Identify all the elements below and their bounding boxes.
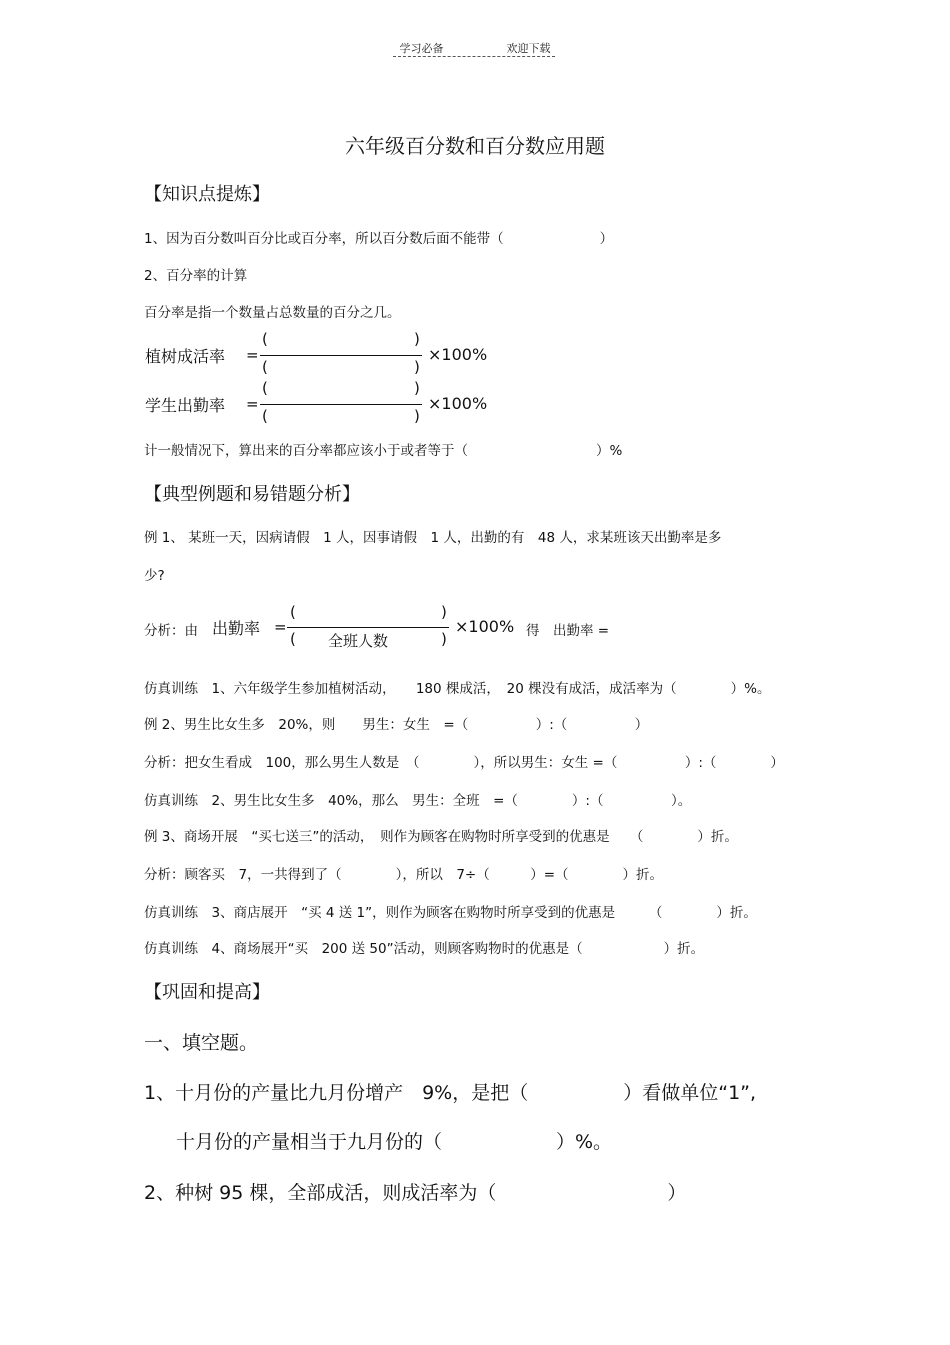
- knowledge-item-2: 2、百分率的计算: [144, 268, 248, 284]
- formula-2-eq: =: [246, 395, 259, 413]
- formula-1-num-open: (: [262, 330, 268, 348]
- formula-1-eq: =: [246, 346, 259, 364]
- analysis-denominator: 全班人数: [328, 632, 389, 650]
- section-knowledge-heading: 【知识点提炼】: [144, 184, 270, 205]
- part-1-heading: 一、填空题。: [144, 1032, 259, 1054]
- knowledge-item-1-text: 1、因为百分数叫百分比或百分率，所以百分数后面不能带（: [144, 231, 504, 247]
- analysis-term: 出勤率: [212, 619, 261, 638]
- example-2-analysis: 分析：把女生看成 100，那么男生人数是 （ ），所以男生：女生 =（ ）:（ ）: [144, 755, 784, 771]
- formula-2-label: 学生出勤率: [145, 396, 226, 415]
- formula-2-times-100: ×100%: [428, 394, 488, 413]
- knowledge-item-1: [144, 227, 613, 247]
- formula-2-num-close: ): [414, 379, 420, 397]
- formula-1-times-100: ×100%: [428, 345, 488, 364]
- formula-2-den-open: (: [262, 407, 268, 425]
- analysis-eq: =: [274, 618, 287, 636]
- example-1-line-2: 少?: [144, 568, 165, 584]
- example-3: 例 3、商场开展 “买七送三”的活动， 则作为顾客在购物时所享受到的优惠是 （ ）折。: [144, 829, 738, 845]
- knowledge-note-text: 计一般情况下，算出来的百分率都应该小于或者等于（: [144, 443, 468, 459]
- knowledge-note-close: ）%: [596, 443, 623, 459]
- formula-2-fraction-bar: [260, 404, 422, 405]
- analysis-num-close: ): [441, 603, 447, 621]
- question-2: 2、种树 95 棵，全部成活，则成活率为（ ）: [144, 1182, 687, 1204]
- example-1-line-1: 例 1、 某班一天，因病请假 1 人，因事请假 1 人，出勤的有 48 人，求某班该天出勤率是多: [144, 530, 722, 546]
- drill-3: 仿真训练 3、商店展开 “买 4 送 1”，则作为顾客在购物时所享受到的优惠是 （ ）折。: [144, 905, 757, 921]
- analysis-fraction-bar: [287, 627, 449, 628]
- analysis-times-100: ×100%: [455, 617, 515, 636]
- section-consolidate-heading: 【巩固和提高】: [144, 982, 270, 1003]
- page-title: 六年级百分数和百分数应用题: [345, 134, 605, 158]
- example-3-analysis: 分析：顾客买 7，一共得到了（ ），所以 7÷（ ）=（ ）折。: [144, 867, 664, 883]
- example-2: 例 2、男生比女生多 20%，则 男生：女生 =（ ）:（ ）: [144, 717, 649, 733]
- knowledge-item-1-close: ）: [599, 231, 614, 247]
- analysis-num-open: (: [290, 603, 296, 621]
- question-1-line-2: 十月份的产量相当于九月份的（ ）%。: [176, 1131, 613, 1153]
- formula-2-num-open: (: [262, 379, 268, 397]
- formula-1-den-close: ): [414, 358, 420, 376]
- analysis-get: 得 出勤率 =: [526, 623, 610, 639]
- formula-2-den-close: ): [414, 407, 420, 425]
- analysis-den-open: (: [290, 630, 296, 648]
- formula-1-den-open: (: [262, 358, 268, 376]
- drill-4: 仿真训练 4、商场展开“买 200 送 50”活动，则顾客购物时的优惠是（ ）折。: [144, 941, 705, 957]
- analysis-prefix: 分析：由: [144, 623, 198, 639]
- knowledge-note: [144, 439, 622, 459]
- header-right: 欢迎下载: [506, 42, 551, 55]
- header-underline: [393, 56, 555, 57]
- section-examples-heading: 【典型例题和易错题分析】: [144, 484, 360, 505]
- drill-1: 仿真训练 1、六年级学生参加植树活动， 180 棵成活， 20 棵没有成活，成活率为（ ）%。: [144, 681, 771, 697]
- question-1-line-1: 1、十月份的产量比九月份增产 9%，是把（ ）看做单位“1”,: [144, 1082, 757, 1104]
- drill-2: 仿真训练 2、男生比女生多 40%，那么 男生：全班 =（ ）:（ ）。: [144, 793, 692, 809]
- header-left: 学习必备: [399, 42, 444, 55]
- page-header: [0, 40, 950, 56]
- formula-1-label: 植树成活率: [145, 347, 226, 366]
- formula-1-num-close: ): [414, 330, 420, 348]
- formula-1-fraction-bar: [260, 355, 422, 356]
- knowledge-definition: 百分率是指一个数量占总数量的百分之几。: [144, 305, 401, 321]
- analysis-den-close: ): [441, 630, 447, 648]
